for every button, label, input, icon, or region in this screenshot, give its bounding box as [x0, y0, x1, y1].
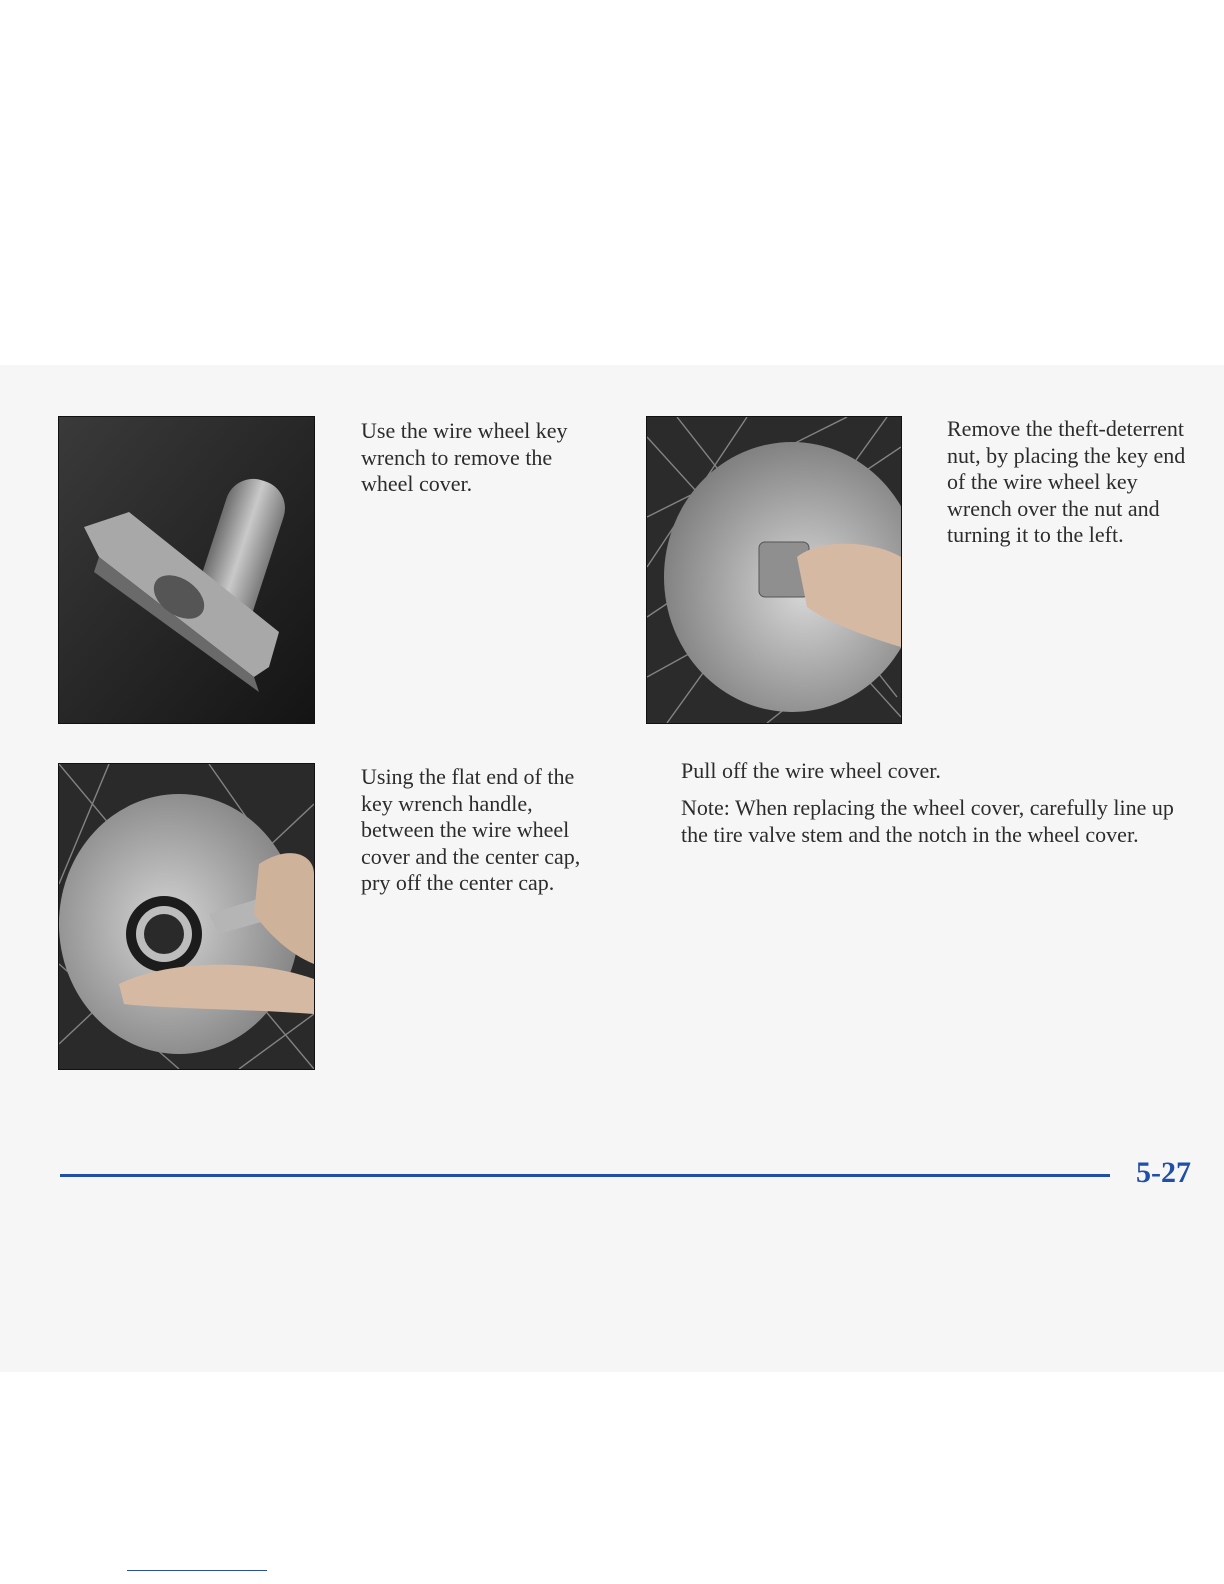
footer-rule — [60, 1174, 1110, 1177]
theft-deterrent-nut-photo — [647, 417, 901, 723]
step-3-text: Using the flat end of the key wrench handle, between the wire wheel cover and the center cap, pry off the center cap. — [361, 764, 581, 895]
step-1-text: Use the wire wheel key wrench to remove the wheel cover. — [361, 418, 568, 496]
note-text: Note: When replacing the wheel cover, carefully line up the tire valve stem and the notch in the wheel cover. — [681, 795, 1174, 847]
page-number: 5-27 — [1136, 1156, 1191, 1189]
bottom-link-underline — [127, 1570, 267, 1571]
step-4-text: Pull off the wire wheel cover. — [681, 758, 941, 783]
key-wrench-photo — [59, 417, 314, 723]
step-2-text: Remove the theft-deterrent nut, by placing the key end of the wire wheel key wrench over the nut and turning it to the left. — [947, 416, 1186, 547]
center-cap-photo — [59, 764, 314, 1069]
